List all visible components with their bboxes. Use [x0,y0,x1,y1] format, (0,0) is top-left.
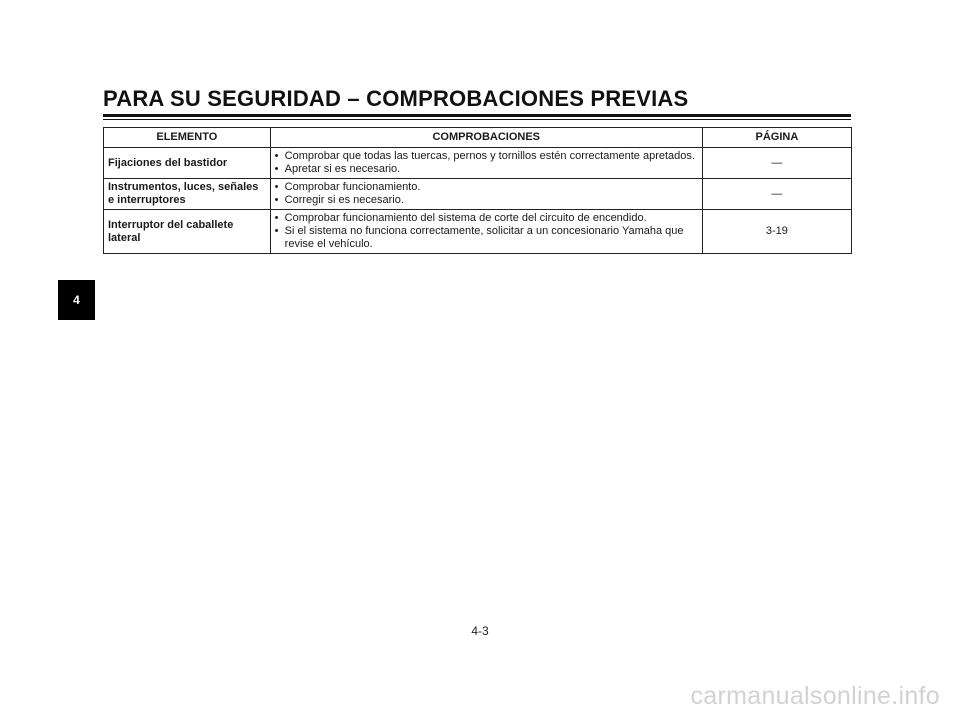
row-element: Interruptor del caballete lateral [104,210,271,254]
table-row [104,148,852,179]
row-element: Fijaciones del bastidor [104,148,271,179]
chapter-tab: 4 [58,280,95,320]
table-header-row [104,128,852,148]
row-element: Instrumentos, luces, señales e interruptores [104,179,271,210]
header-page: PÁGINA [702,128,851,148]
watermark: carmanualsonline.info [690,682,940,710]
table-row [104,210,852,254]
header-checks: COMPROBACIONES [270,128,702,148]
row-checks: • Comprobar funcionamiento del sistema de corte del circuito de encendido. • Si el sistema no funciona correctamente, solicitar a un concesionario Yamaha que revise el vehículo. [270,210,702,254]
check-item: Comprobar funcionamiento del sistema de corte del circuito de encendido. [284,212,647,224]
title-rule-thick [103,114,851,117]
check-item: Comprobar que todas las tuercas, pernos y tornillos estén correctamente apretados. [284,150,695,162]
check-item: Apretar si es necesario. [284,163,401,175]
row-page: 3-19 [702,210,851,254]
page-title: PARA SU SEGURIDAD – COMPROBACIONES PREVIAS [103,86,689,111]
row-checks: • Comprobar que todas las tuercas, pernos y tornillos estén correctamente apretados. • Apretar si es necesario. [270,148,702,179]
checks-table [103,127,852,254]
table-row [104,179,852,210]
check-item: Si el sistema no funciona correctamente, solicitar a un concesionario Yamaha que revise el vehículo. [284,225,684,250]
check-item: Comprobar funcionamiento. [284,181,421,193]
row-checks: • Comprobar funcionamiento. • Corregir si es necesario. [270,179,702,210]
row-page: — [702,148,851,179]
check-item: Corregir si es necesario. [284,194,404,206]
row-page: — [702,179,851,210]
header-element: ELEMENTO [104,128,271,148]
title-rule-thin [103,119,851,120]
page-number: 4-3 [471,624,489,638]
